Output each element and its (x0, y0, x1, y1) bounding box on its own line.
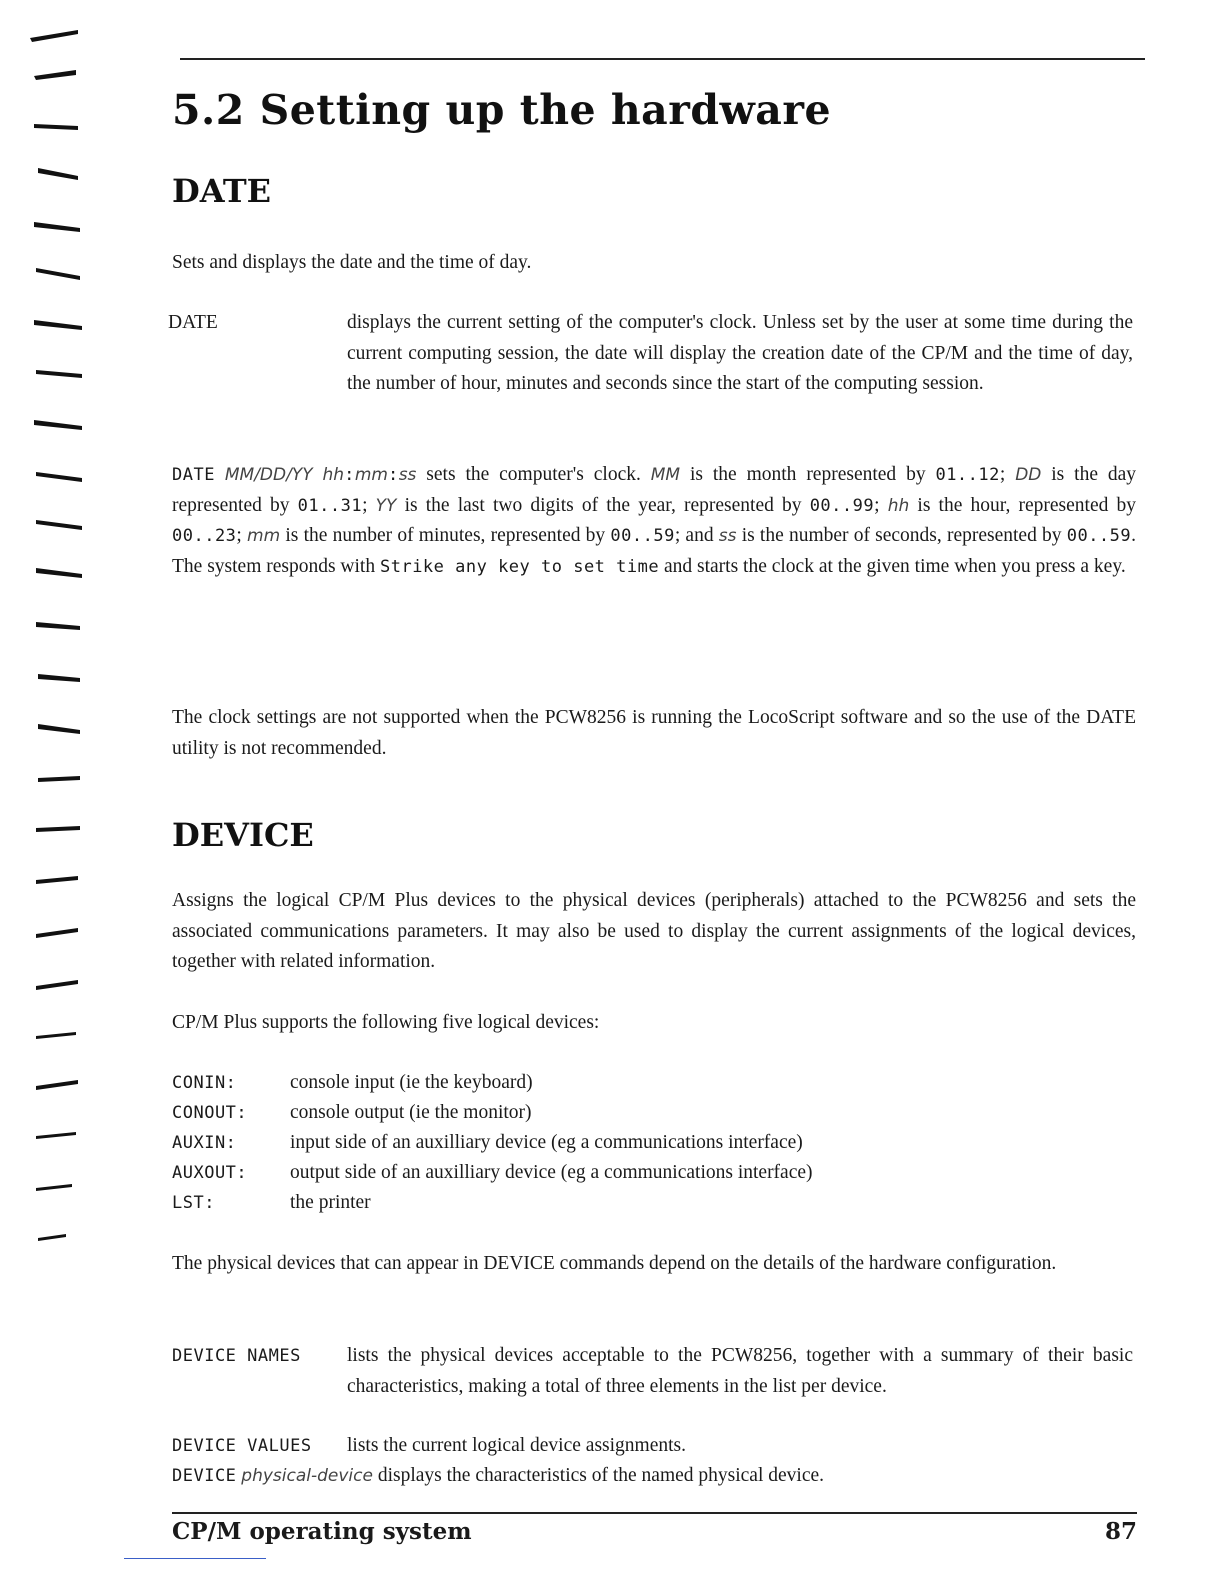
binding-edge-marks (0, 0, 100, 1300)
text: ; (236, 525, 248, 546)
device-cmd-physical (172, 1461, 1136, 1492)
cmd-body: lists the physical devices acceptable to the PCW8256, together with a summary of their basic characteristics, making a total of three elements in the list per device. (347, 1345, 1133, 1397)
text: ; (999, 464, 1016, 485)
text: ; and (674, 525, 719, 546)
arg-colon: : (344, 465, 355, 485)
list-item (172, 1068, 1136, 1098)
device-desc: console output (ie the monitor) (290, 1102, 532, 1123)
binding-marks-svg (0, 0, 100, 1300)
arg-hh: hh (322, 465, 345, 485)
text: . The system responds with (172, 525, 1137, 577)
cmd-term-name: DEVICE (172, 1466, 237, 1486)
text: is the number of seconds, represented by (736, 525, 1067, 546)
arg-sep: / (254, 465, 260, 485)
section-heading: 5.2 Setting up the hardware (172, 86, 832, 134)
list-item (172, 1098, 1136, 1128)
device-name: CONOUT: (172, 1103, 248, 1123)
bottom-rule (172, 1512, 1137, 1514)
device-name: AUXIN: (172, 1133, 237, 1153)
label-min: mm (247, 526, 281, 546)
footer-underline (124, 1558, 266, 1559)
date-note: The clock settings are not supported when the PCW8256 is running the LocoScript software and so the use of the DATE utility is not recommended. (172, 707, 1136, 759)
range: 01..31 (297, 495, 363, 516)
text: and starts the clock at the given time when you press a key. (659, 555, 1126, 577)
cmd-term-arg: physical-device (241, 1466, 373, 1486)
text: is the last two digits of the year, represented by (396, 494, 810, 516)
top-rule (180, 58, 1145, 60)
device-cmd-names (172, 1341, 1136, 1433)
cmd-term (172, 1461, 824, 1492)
arg-yy: YY (291, 465, 313, 485)
arg-sep: / (286, 465, 292, 485)
label-dd: DD (1015, 465, 1042, 485)
prompt-text: Strike any key to set time (379, 556, 660, 577)
device-desc: console input (ie the keyboard) (290, 1072, 533, 1093)
device-intro: Assigns the logical CP/M Plus devices to the physical devices (peripherals) attached to the PCW8256 and sets the associated communications parameters. It may also be used to display the current assignments of the logical devices, together with related information. (172, 890, 1136, 972)
device-title: DEVICE (172, 816, 314, 854)
arg-mm: MM (224, 465, 255, 485)
range: 00..59 (1066, 526, 1132, 546)
device-supports: CP/M Plus supports the following five logical devices: (172, 1012, 600, 1033)
text: sets the computer's clock. (416, 464, 651, 485)
arg-colon: : (387, 465, 399, 485)
cmd-body: lists the current logical device assignments. (347, 1435, 686, 1456)
arg-ss: ss (398, 465, 417, 485)
date-title: DATE (172, 172, 272, 210)
footer-title: CP/M operating system (172, 1518, 472, 1545)
date-cmd: DATE (172, 465, 215, 485)
cmd-body: displays the characteristics of the named physical device. (377, 1465, 825, 1486)
text: ; (362, 494, 376, 516)
cmd-term: DEVICE VALUES (172, 1436, 312, 1456)
text: ; (874, 494, 888, 516)
page-number: 87 (1104, 1518, 1137, 1545)
range: 00..59 (610, 526, 675, 546)
label-hh: hh (887, 495, 910, 516)
date-def-1 (168, 308, 1136, 432)
text: is the number of minutes, represented by (280, 525, 611, 546)
arg-min: mm (354, 465, 388, 485)
date-def-2 (172, 460, 1136, 680)
arg-dd: DD (259, 465, 287, 485)
device-name: LST: (172, 1193, 215, 1213)
device-physical: The physical devices that can appear in DEVICE commands depend on the details of the hardware configuration. (172, 1253, 1057, 1274)
label-mm: MM (650, 465, 681, 485)
label-yy: YY (375, 495, 397, 516)
list-item (172, 1188, 1136, 1218)
label-ss: ss (718, 526, 737, 546)
device-name: AUXOUT: (172, 1163, 248, 1183)
range: 00..23 (172, 526, 237, 546)
device-desc: input side of an auxilliary device (eg a communications interface) (290, 1132, 803, 1153)
range: 00..99 (809, 495, 875, 516)
device-desc: output side of an auxilliary device (eg a communications interface) (290, 1162, 813, 1183)
device-desc: the printer (290, 1192, 371, 1213)
page-footer (172, 1518, 1137, 1552)
text: is the hour, represented by (909, 494, 1137, 516)
device-cmd-values (172, 1431, 1136, 1462)
text: is the day represented by (172, 464, 1137, 516)
device-name: CONIN: (172, 1073, 237, 1093)
text: is the month represented by (680, 464, 936, 485)
date-def-1-term: DATE (168, 312, 218, 333)
date-intro: Sets and displays the date and the time of day. (172, 252, 532, 273)
cmd-term: DEVICE NAMES (172, 1346, 301, 1366)
list-item (172, 1158, 1136, 1188)
list-item (172, 1128, 1136, 1158)
range: 01..12 (935, 465, 1000, 485)
date-def-1-body: displays the current setting of the computer's clock. Unless set by the user at some time during the current computing session, the date will display the creation date of the CP/M and the time of day, the number of hour, minutes and seconds since the start of the computing session. (347, 312, 1133, 394)
date-def-2-text (172, 460, 1136, 582)
